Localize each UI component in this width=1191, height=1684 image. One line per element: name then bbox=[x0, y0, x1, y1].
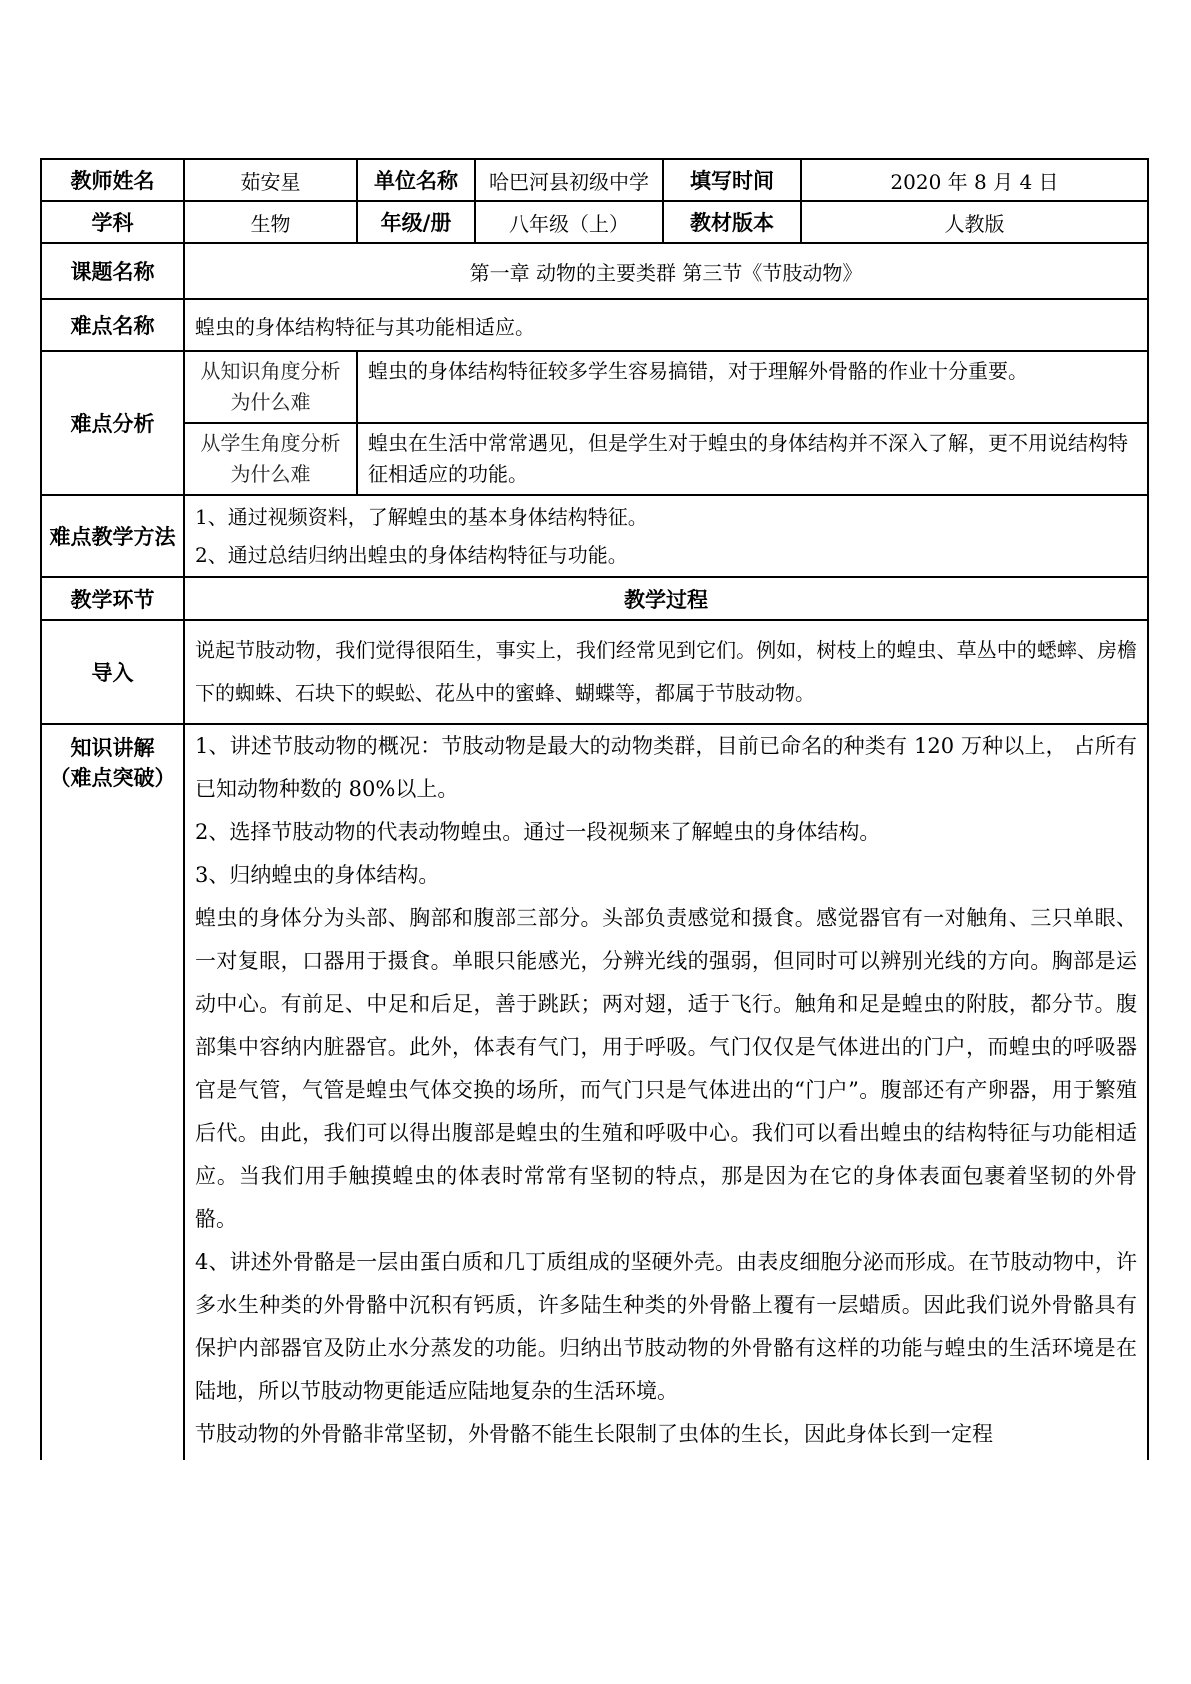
analysis-row-student bbox=[41, 423, 1148, 495]
topic-value: 第一章 动物的主要类群 第三节《节肢动物》 bbox=[184, 243, 1148, 299]
lesson-plan-sheet bbox=[40, 158, 1147, 1460]
intro-row bbox=[41, 620, 1148, 724]
edition-label: 教材版本 bbox=[663, 201, 801, 243]
edition-value: 人教版 bbox=[801, 201, 1148, 243]
step-column-header: 教学环节 bbox=[41, 577, 184, 620]
difficulty-value: 蝗虫的身体结构特征与其功能相适应。 bbox=[184, 299, 1148, 351]
knowledge-paragraph: 节肢动物的外骨骼非常坚韧，外骨骼不能生长限制了虫体的生长，因此身体长到一定程 bbox=[195, 1422, 993, 1446]
analysis-label: 难点分析 bbox=[41, 351, 184, 495]
grade-label: 年级/册 bbox=[357, 201, 475, 243]
knowledge-label-line1: 知识讲解 bbox=[70, 736, 155, 760]
method-row bbox=[41, 495, 1148, 577]
method-label: 难点教学方法 bbox=[41, 495, 184, 577]
knowledge-label bbox=[41, 724, 184, 1460]
analysis-row-knowledge bbox=[41, 351, 1148, 423]
process-header-row bbox=[41, 577, 1148, 620]
teacher-value: 茹安星 bbox=[184, 159, 357, 201]
knowledge-paragraph: 蝗虫的身体分为头部、胸部和腹部三部分。头部负责感觉和摄食。感觉器官有一对触角、三只单眼、一对复眼，口器用于摄食。单眼只能感光，分辨光线的强弱，但同时可以辨别光线的方向。胸部是运动中心。有前足、中足和后足，善于跳跃；两对翅，适于飞行。触角和足是蝗虫的附肢，都分节。腹部集中容纳内脏器官。此外，体表有气门，用于呼吸。气门仅仅是气体进出的门户，而蝗虫的呼吸器官是气管，气管是蝗虫气体交换的场所，而气门只是气体进出的“门户”。腹部还有产卵器，用于繁殖后代。由此，我们可以得出腹部是蝗虫的生殖和呼吸中心。我们可以看出蝗虫的结构特征与功能相适应。当我们用手触摸蝗虫的体表时常常有坚韧的特点，那是因为在它的身体表面包裹着坚韧的外骨骼。 bbox=[195, 906, 1137, 1231]
difficulty-label: 难点名称 bbox=[41, 299, 184, 351]
method-list bbox=[184, 495, 1148, 577]
knowledge-angle-value: 蝗虫的身体结构特征较多学生容易搞错，对于理解外骨骼的作业十分重要。 bbox=[357, 351, 1148, 423]
topic-row bbox=[41, 243, 1148, 299]
knowledge-paragraph: 2、选择节肢动物的代表动物蝗虫。通过一段视频来了解蝗虫的身体结构。 bbox=[195, 820, 881, 844]
knowledge-row bbox=[41, 724, 1148, 1460]
intro-text: 说起节肢动物，我们觉得很陌生，事实上，我们经常见到它们。例如，树枝上的蝗虫、草丛中的蟋蟀、房檐下的蜘蛛、石块下的蜈蚣、花丛中的蜜蜂、蝴蝶等，都属于节肢动物。 bbox=[184, 620, 1148, 724]
date-label: 填写时间 bbox=[663, 159, 801, 201]
knowledge-body bbox=[184, 724, 1148, 1460]
subject-label: 学科 bbox=[41, 201, 184, 243]
header-row-1 bbox=[41, 159, 1148, 201]
method-item: 2、通过总结归纳出蝗虫的身体结构特征与功能。 bbox=[195, 543, 628, 567]
knowledge-paragraph: 4、讲述外骨骼是一层由蛋白质和几丁质组成的坚硬外壳。由表皮细胞分泌而形成。在节肢动物中，许多水生种类的外骨骼中沉积有钙质，许多陆生种类的外骨骼上覆有一层蜡质。因此我们说外骨骼具有保护内部器官及防止水分蒸发的功能。归纳出节肢动物的外骨骼有这样的功能与蝗虫的生活环境是在陆地，所以节肢动物更能适应陆地复杂的生活环境。 bbox=[195, 1250, 1137, 1403]
process-column-header: 教学过程 bbox=[184, 577, 1148, 620]
unit-label: 单位名称 bbox=[357, 159, 475, 201]
intro-label: 导入 bbox=[41, 620, 184, 724]
subject-value: 生物 bbox=[184, 201, 357, 243]
student-angle-label: 从学生角度分析为什么难 bbox=[184, 423, 357, 495]
header-row-2 bbox=[41, 201, 1148, 243]
teacher-label: 教师姓名 bbox=[41, 159, 184, 201]
unit-value: 哈巴河县初级中学 bbox=[475, 159, 663, 201]
method-item: 1、通过视频资料，了解蝗虫的基本身体结构特征。 bbox=[195, 505, 648, 529]
knowledge-paragraph: 3、归纳蝗虫的身体结构。 bbox=[195, 863, 440, 887]
student-angle-value: 蝗虫在生活中常常遇见，但是学生对于蝗虫的身体结构并不深入了解，更不用说结构特征相适应的功能。 bbox=[357, 423, 1148, 495]
knowledge-paragraph: 1、讲述节肢动物的概况：节肢动物是最大的动物类群，目前已命名的种类有 120 万种以上， 占所有已知动物种数的 80%以上。 bbox=[195, 734, 1137, 801]
topic-label: 课题名称 bbox=[41, 243, 184, 299]
difficulty-row bbox=[41, 299, 1148, 351]
knowledge-angle-label: 从知识角度分析为什么难 bbox=[184, 351, 357, 423]
knowledge-label-line2: （难点突破） bbox=[49, 766, 176, 790]
date-value: 2020 年 8 月 4 日 bbox=[801, 159, 1148, 201]
lesson-plan-table bbox=[40, 158, 1149, 1460]
grade-value: 八年级（上） bbox=[475, 201, 663, 243]
